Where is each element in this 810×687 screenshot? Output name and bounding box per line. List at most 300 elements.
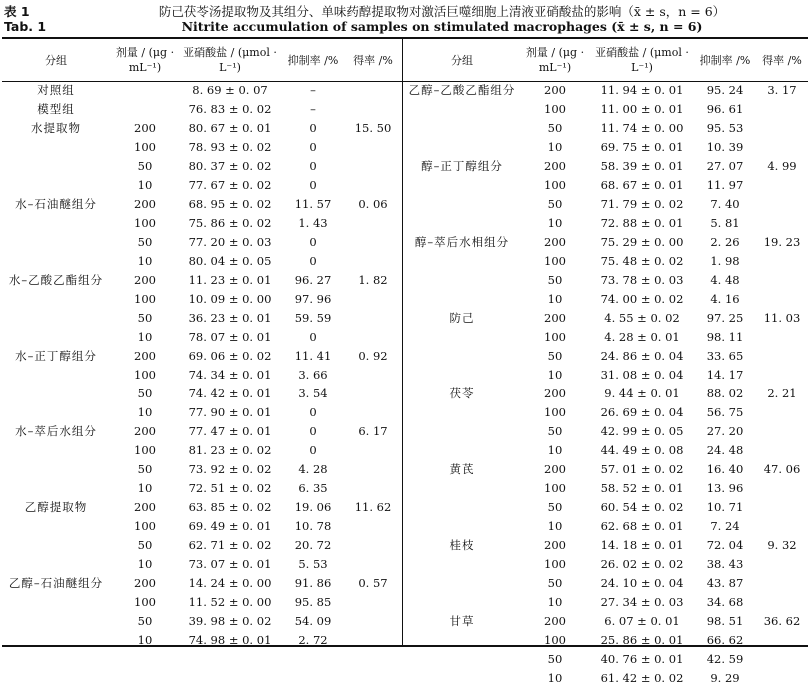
table-header-row xyxy=(2,39,400,81)
cell-yield: 9. 32 xyxy=(767,537,797,552)
cell-group xyxy=(2,233,110,252)
cell-nitrite: 69. 75 ± 0. 01 xyxy=(600,140,684,155)
cell-dose: 10 xyxy=(547,367,563,382)
cell-inhibition: 24. 48 xyxy=(706,443,744,458)
cell-inhibition: 1. 43 xyxy=(298,216,328,231)
cell-group xyxy=(2,592,110,611)
table-row xyxy=(2,630,400,649)
cell-group xyxy=(2,611,110,630)
cell-inhibition: 4. 48 xyxy=(710,272,740,287)
table-label-en: Tab. 1 xyxy=(4,19,47,34)
table-row xyxy=(404,233,808,252)
table-row xyxy=(404,176,808,195)
cell-yield xyxy=(756,176,808,195)
cell-inhibition: 27. 20 xyxy=(706,424,744,439)
cell-yield xyxy=(346,403,400,422)
cell-dose: 200 xyxy=(544,537,566,552)
cell-yield: 6. 17 xyxy=(358,424,388,439)
cell-inhibition: 38. 43 xyxy=(706,556,744,571)
cell-group xyxy=(2,460,110,479)
cell-dose: 200 xyxy=(134,348,156,363)
cell-nitrite: 80. 37 ± 0. 02 xyxy=(188,159,272,174)
cell-group xyxy=(404,479,520,498)
cell-dose: 200 xyxy=(134,500,156,515)
table-row xyxy=(2,327,400,346)
table-title-cn: 防己茯苓汤提取物及其组分、单味药醇提取物对激活巨噬细胞上清液亚硝酸盐的影响（x̄ ± s，n = 6） xyxy=(158,4,726,19)
table-row xyxy=(2,479,400,498)
cell-dose: 100 xyxy=(134,443,156,458)
table-row xyxy=(2,441,400,460)
cell-nitrite: 78. 93 ± 0. 02 xyxy=(188,140,272,155)
cell-dose: 10 xyxy=(137,632,153,647)
cell-inhibition: 13. 96 xyxy=(706,481,744,496)
cell-dose: 100 xyxy=(544,253,566,268)
cell-yield xyxy=(346,251,400,270)
cell-group xyxy=(2,554,110,573)
cell-dose: 100 xyxy=(134,291,156,306)
cell-inhibition: 0 xyxy=(309,234,317,249)
cell-group xyxy=(404,251,520,270)
cell-group xyxy=(404,403,520,422)
table-row xyxy=(2,157,400,176)
header-group: 分组 xyxy=(451,53,473,67)
cell-nitrite: 77. 90 ± 0. 01 xyxy=(188,405,272,420)
table-row xyxy=(2,422,400,441)
cell-yield xyxy=(346,176,400,195)
cell-dose: 200 xyxy=(134,197,156,212)
table-row xyxy=(404,251,808,270)
cell-yield xyxy=(346,441,400,460)
cell-inhibition: 98. 11 xyxy=(706,329,744,344)
cell-nitrite: 68. 95 ± 0. 02 xyxy=(188,197,272,212)
cell-group xyxy=(2,630,110,649)
cell-yield: 4. 99 xyxy=(767,159,797,174)
cell-group xyxy=(2,289,110,308)
cell-group xyxy=(404,270,520,289)
header-group: 分组 xyxy=(45,53,67,67)
cell-nitrite: 24. 86 ± 0. 04 xyxy=(600,348,684,363)
cell-inhibition: 11. 97 xyxy=(706,178,744,193)
table-row xyxy=(404,517,808,536)
cell-nitrite: 74. 00 ± 0. 02 xyxy=(600,291,684,306)
table-row xyxy=(404,384,808,403)
cell-inhibition: 20. 72 xyxy=(294,537,332,552)
cell-group xyxy=(404,517,520,536)
table-row xyxy=(2,233,400,252)
cell-nitrite: 75. 86 ± 0. 02 xyxy=(188,216,272,231)
table-row xyxy=(2,81,400,100)
cell-group xyxy=(404,422,520,441)
table-row xyxy=(404,270,808,289)
cell-dose: 10 xyxy=(137,481,153,496)
table-row xyxy=(404,214,808,233)
table-row xyxy=(404,554,808,573)
cell-inhibition: 6. 35 xyxy=(298,481,328,496)
cell-nitrite: 31. 08 ± 0. 04 xyxy=(600,367,684,382)
cell-dose: 100 xyxy=(544,102,566,117)
cell-group xyxy=(2,384,110,403)
cell-yield xyxy=(346,81,400,100)
cell-inhibition: 4. 28 xyxy=(298,462,328,477)
cell-group xyxy=(2,536,110,555)
cell-dose: 50 xyxy=(137,462,153,477)
cell-group xyxy=(2,441,110,460)
cell-nitrite: 36. 23 ± 0. 01 xyxy=(188,310,272,325)
cell-dose: 200 xyxy=(134,575,156,590)
cell-nitrite: 11. 74 ± 0. 00 xyxy=(600,121,684,136)
cell-nitrite: 4. 55 ± 0. 02 xyxy=(604,310,680,325)
cell-yield xyxy=(346,233,400,252)
table-row xyxy=(404,119,808,138)
cell-group xyxy=(2,251,110,270)
cell-dose xyxy=(110,81,180,100)
table-row xyxy=(2,270,400,289)
cell-nitrite: 11. 52 ± 0. 00 xyxy=(188,594,272,609)
cell-nitrite: 73. 78 ± 0. 03 xyxy=(600,272,684,287)
cell-inhibition: 91. 86 xyxy=(294,575,332,590)
cell-inhibition: 5. 53 xyxy=(298,556,328,571)
cell-yield: 15. 50 xyxy=(354,121,392,136)
cell-yield xyxy=(346,479,400,498)
cell-nitrite: 42. 99 ± 0. 05 xyxy=(600,424,684,439)
cell-group xyxy=(404,289,520,308)
cell-inhibition: 56. 75 xyxy=(706,405,744,420)
table-row xyxy=(2,308,400,327)
cell-inhibition: 98. 51 xyxy=(706,613,744,628)
table-row xyxy=(2,251,400,270)
cell-dose: 50 xyxy=(547,272,563,287)
cell-dose: 10 xyxy=(137,405,153,420)
cell-nitrite: 74. 98 ± 0. 01 xyxy=(188,632,272,647)
cell-inhibition: 11. 57 xyxy=(294,197,332,212)
cell-group xyxy=(404,138,520,157)
table-row xyxy=(2,592,400,611)
cell-inhibition: 59. 59 xyxy=(294,310,332,325)
cell-inhibition: 95. 85 xyxy=(294,594,332,609)
cell-inhibition: 10. 39 xyxy=(706,140,744,155)
cell-inhibition: 16. 40 xyxy=(706,462,744,477)
cell-dose: 10 xyxy=(547,670,563,685)
cell-group xyxy=(404,100,520,119)
cell-group: 水提取物 xyxy=(31,121,81,136)
cell-group xyxy=(404,176,520,195)
cell-group xyxy=(404,573,520,592)
cell-yield: 36. 62 xyxy=(763,613,801,628)
cell-nitrite: 11. 94 ± 0. 01 xyxy=(600,83,684,98)
cell-nitrite: 75. 48 ± 0. 02 xyxy=(600,253,684,268)
cell-inhibition: 0 xyxy=(309,159,317,174)
cell-dose: 200 xyxy=(134,121,156,136)
cell-dose: 100 xyxy=(544,178,566,193)
table-row xyxy=(2,517,400,536)
cell-inhibition: 96. 61 xyxy=(706,102,744,117)
cell-inhibition: 72. 04 xyxy=(706,537,744,552)
cell-inhibition: 0 xyxy=(309,329,317,344)
cell-inhibition: – xyxy=(310,83,316,98)
cell-yield xyxy=(346,365,400,384)
cell-group xyxy=(404,668,520,687)
cell-dose: 100 xyxy=(134,519,156,534)
cell-group xyxy=(404,498,520,517)
cell-group: 水–石油醚组分 xyxy=(15,197,97,212)
cell-nitrite: 57. 01 ± 0. 02 xyxy=(600,462,684,477)
cell-group: 乙醇–石油醚组分 xyxy=(8,575,104,590)
cell-yield xyxy=(346,536,400,555)
cell-inhibition: 7. 40 xyxy=(710,197,740,212)
cell-nitrite: 40. 76 ± 0. 01 xyxy=(600,651,684,666)
cell-nitrite: 14. 24 ± 0. 00 xyxy=(188,575,272,590)
cell-dose: 50 xyxy=(137,537,153,552)
cell-yield xyxy=(756,649,808,668)
cell-group: 醇–正丁醇组分 xyxy=(421,159,503,174)
cell-nitrite: 11. 00 ± 0. 01 xyxy=(600,102,684,117)
cell-dose: 50 xyxy=(137,234,153,249)
cell-inhibition: 33. 65 xyxy=(706,348,744,363)
table-row xyxy=(404,403,808,422)
cell-nitrite: 4. 28 ± 0. 01 xyxy=(604,329,680,344)
cell-inhibition: 5. 81 xyxy=(710,216,740,231)
cell-group: 水–萃后水组分 xyxy=(15,424,97,439)
cell-group xyxy=(2,403,110,422)
cell-yield: 0. 57 xyxy=(358,575,388,590)
cell-dose: 200 xyxy=(544,613,566,628)
table-row xyxy=(404,592,808,611)
cell-yield: 2. 21 xyxy=(767,386,797,401)
cell-nitrite: 63. 85 ± 0. 02 xyxy=(188,500,272,515)
cell-yield xyxy=(346,554,400,573)
cell-dose: 10 xyxy=(137,556,153,571)
header-yield: 得率 /% xyxy=(762,53,802,67)
cell-inhibition: 97. 25 xyxy=(706,310,744,325)
cell-nitrite: 9. 44 ± 0. 01 xyxy=(604,386,680,401)
cell-nitrite: 75. 29 ± 0. 00 xyxy=(600,234,684,249)
table-row xyxy=(2,195,400,214)
table-row xyxy=(2,365,400,384)
cell-dose: 100 xyxy=(134,367,156,382)
cell-yield: 47. 06 xyxy=(763,462,801,477)
cell-inhibition: 34. 68 xyxy=(706,594,744,609)
header-dose: 剂量 / (μg · mL⁻¹) xyxy=(115,46,175,74)
cell-group: 模型组 xyxy=(37,102,75,117)
cell-nitrite: 74. 34 ± 0. 01 xyxy=(188,367,272,382)
cell-nitrite: 68. 67 ± 0. 01 xyxy=(600,178,684,193)
cell-dose: 200 xyxy=(544,234,566,249)
cell-nitrite: 6. 07 ± 0. 01 xyxy=(604,613,680,628)
table-row xyxy=(404,289,808,308)
cell-yield: 3. 17 xyxy=(767,83,797,98)
cell-yield xyxy=(346,308,400,327)
header-inhibition: 抑制率 /% xyxy=(699,53,751,67)
cell-dose: 100 xyxy=(544,329,566,344)
cell-yield xyxy=(346,517,400,536)
column-divider xyxy=(402,38,403,646)
cell-nitrite: 72. 51 ± 0. 02 xyxy=(188,481,272,496)
table-row xyxy=(2,384,400,403)
cell-inhibition: 2. 26 xyxy=(710,234,740,249)
cell-dose: 10 xyxy=(547,594,563,609)
cell-nitrite: 10. 09 ± 0. 00 xyxy=(188,291,272,306)
table-row xyxy=(2,573,400,592)
cell-yield xyxy=(346,289,400,308)
cell-group xyxy=(2,176,110,195)
cell-nitrite: 80. 67 ± 0. 01 xyxy=(188,121,272,136)
cell-dose: 100 xyxy=(544,632,566,647)
data-table-right xyxy=(404,39,808,687)
table-row xyxy=(404,365,808,384)
cell-group xyxy=(404,195,520,214)
cell-yield: 0. 06 xyxy=(358,197,388,212)
cell-dose: 10 xyxy=(137,329,153,344)
cell-nitrite: 69. 49 ± 0. 01 xyxy=(188,519,272,534)
table-row xyxy=(2,498,400,517)
cell-dose: 100 xyxy=(134,594,156,609)
table-row xyxy=(404,668,808,687)
cell-nitrite: 11. 23 ± 0. 01 xyxy=(188,272,272,287)
cell-yield xyxy=(756,498,808,517)
cell-yield xyxy=(756,251,808,270)
cell-inhibition: 0 xyxy=(309,443,317,458)
cell-group xyxy=(404,346,520,365)
cell-group: 乙醇–乙酸乙酯组分 xyxy=(408,83,516,98)
cell-yield xyxy=(346,611,400,630)
cell-dose: 200 xyxy=(544,462,566,477)
cell-dose: 100 xyxy=(134,140,156,155)
cell-group xyxy=(404,327,520,346)
table-row xyxy=(2,611,400,630)
cell-dose: 10 xyxy=(547,140,563,155)
cell-yield xyxy=(756,289,808,308)
cell-dose: 50 xyxy=(547,500,563,515)
cell-nitrite: 73. 07 ± 0. 01 xyxy=(188,556,272,571)
cell-inhibition: 27. 07 xyxy=(706,159,744,174)
cell-group: 茯苓 xyxy=(449,386,475,401)
cell-dose: 50 xyxy=(547,197,563,212)
cell-group xyxy=(404,592,520,611)
table-row xyxy=(2,403,400,422)
cell-inhibition: 2. 72 xyxy=(298,632,328,647)
cell-dose: 10 xyxy=(547,443,563,458)
cell-nitrite: 73. 92 ± 0. 02 xyxy=(188,462,272,477)
cell-dose: 50 xyxy=(547,575,563,590)
cell-inhibition: 19. 06 xyxy=(294,500,332,515)
cell-yield xyxy=(756,479,808,498)
table-row xyxy=(404,611,808,630)
cell-inhibition: 10. 78 xyxy=(294,519,332,534)
table-title-en: Nitrite accumulation of samples on stimulated macrophages (x̄ ± s, n = 6) xyxy=(181,19,703,34)
cell-nitrite: 24. 10 ± 0. 04 xyxy=(600,575,684,590)
header-nitrite: 亚硝酸盐 / (μmol · L⁻¹) xyxy=(595,46,689,74)
cell-dose: 50 xyxy=(137,386,153,401)
table-row xyxy=(404,308,808,327)
cell-dose: 200 xyxy=(544,310,566,325)
cell-inhibition: 4. 16 xyxy=(710,291,740,306)
cell-yield xyxy=(346,384,400,403)
cell-group: 甘草 xyxy=(449,613,475,628)
cell-inhibition: 10. 71 xyxy=(706,500,744,515)
cell-inhibition: 0 xyxy=(309,178,317,193)
cell-nitrite: 77. 47 ± 0. 01 xyxy=(188,424,272,439)
cell-inhibition: 43. 87 xyxy=(706,575,744,590)
cell-dose: 50 xyxy=(547,651,563,666)
cell-group xyxy=(2,327,110,346)
table-row xyxy=(404,157,808,176)
cell-nitrite: 26. 69 ± 0. 04 xyxy=(600,405,684,420)
cell-group xyxy=(2,479,110,498)
cell-inhibition: 7. 24 xyxy=(710,519,740,534)
table-row xyxy=(404,195,808,214)
cell-nitrite: 61. 42 ± 0. 02 xyxy=(600,670,684,685)
table-row xyxy=(2,176,400,195)
cell-group xyxy=(404,119,520,138)
cell-dose: 10 xyxy=(547,291,563,306)
cell-group xyxy=(404,630,520,649)
cell-dose: 50 xyxy=(137,310,153,325)
cell-yield xyxy=(756,422,808,441)
cell-dose: 100 xyxy=(544,556,566,571)
cell-group: 桂枝 xyxy=(449,537,475,552)
table-label-cn: 表 1 xyxy=(4,4,30,19)
table-row xyxy=(404,441,808,460)
cell-dose: 50 xyxy=(137,613,153,628)
cell-group: 水–乙酸乙酯组分 xyxy=(8,272,104,287)
cell-yield: 11. 62 xyxy=(354,500,392,515)
cell-nitrite: 62. 71 ± 0. 02 xyxy=(188,537,272,552)
cell-nitrite: 77. 67 ± 0. 02 xyxy=(188,178,272,193)
cell-yield xyxy=(346,100,400,119)
cell-dose: 50 xyxy=(137,159,153,174)
cell-inhibition: 54. 09 xyxy=(294,613,332,628)
table-row xyxy=(2,346,400,365)
cell-group xyxy=(2,138,110,157)
table-row xyxy=(404,536,808,555)
cell-inhibition: 66. 62 xyxy=(706,632,744,647)
cell-yield xyxy=(756,668,808,687)
cell-yield xyxy=(346,138,400,157)
cell-yield: 0. 92 xyxy=(358,348,388,363)
cell-dose: 200 xyxy=(544,83,566,98)
cell-nitrite: 81. 23 ± 0. 02 xyxy=(188,443,272,458)
cell-nitrite: 27. 34 ± 0. 03 xyxy=(600,594,684,609)
cell-nitrite: 58. 52 ± 0. 01 xyxy=(600,481,684,496)
cell-inhibition: 42. 59 xyxy=(706,651,744,666)
cell-nitrite: 25. 86 ± 0. 01 xyxy=(600,632,684,647)
cell-group: 醇–萃后水相组分 xyxy=(414,234,510,249)
cell-nitrite: 69. 06 ± 0. 02 xyxy=(188,348,272,363)
header-yield: 得率 /% xyxy=(353,53,393,67)
caption-cn xyxy=(4,2,806,19)
cell-group: 乙醇提取物 xyxy=(24,500,88,515)
table-row xyxy=(404,422,808,441)
cell-dose: 10 xyxy=(547,216,563,231)
cell-yield xyxy=(756,214,808,233)
cell-dose: 100 xyxy=(134,216,156,231)
cell-nitrite: 39. 98 ± 0. 02 xyxy=(188,613,272,628)
cell-nitrite: 58. 39 ± 0. 01 xyxy=(600,159,684,174)
cell-dose: 10 xyxy=(137,253,153,268)
cell-inhibition: 14. 17 xyxy=(706,367,744,382)
cell-inhibition: 97. 96 xyxy=(294,291,332,306)
cell-group xyxy=(2,214,110,233)
cell-inhibition: 0 xyxy=(309,424,317,439)
cell-inhibition: 3. 54 xyxy=(298,386,328,401)
cell-inhibition: 96. 27 xyxy=(294,272,332,287)
table-row xyxy=(404,479,808,498)
cell-dose: 200 xyxy=(544,159,566,174)
table-row xyxy=(2,554,400,573)
cell-inhibition: 3. 66 xyxy=(298,367,328,382)
cell-dose: 50 xyxy=(547,424,563,439)
table-row xyxy=(404,100,808,119)
